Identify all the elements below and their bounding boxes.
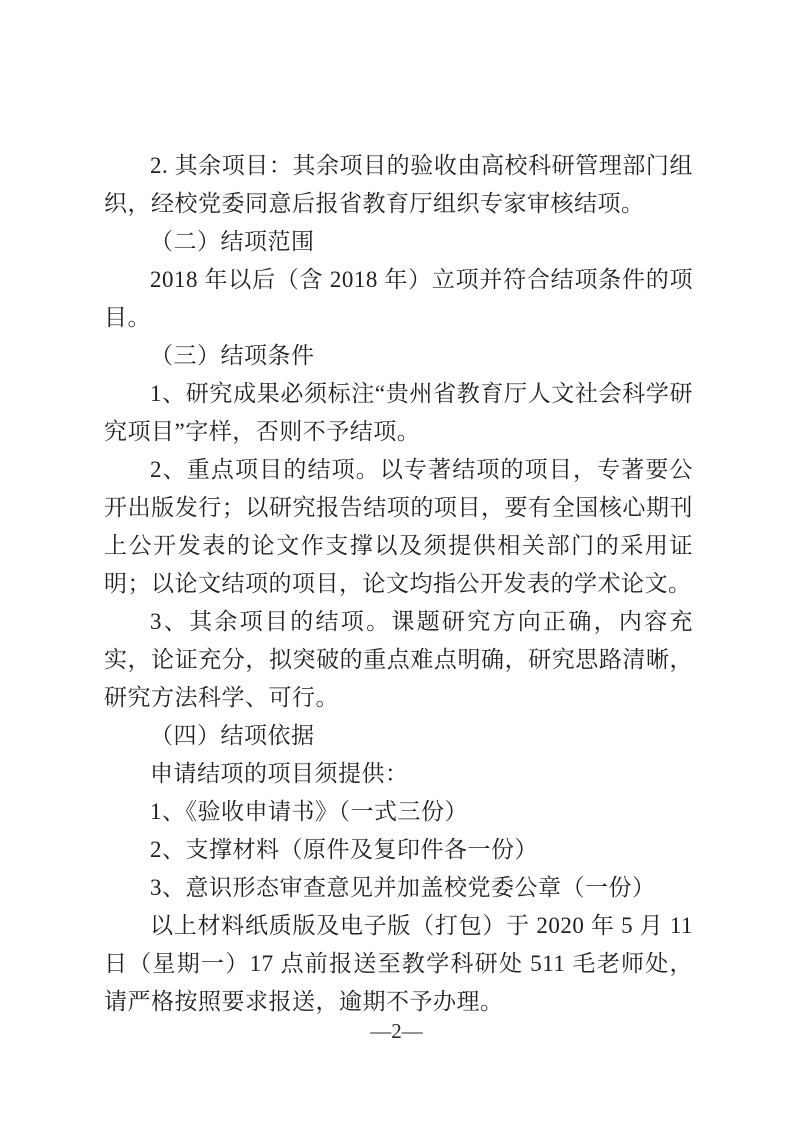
heading-section-2-scope: （二）结项范围 bbox=[150, 229, 315, 254]
heading-section-4-basis: （四）结项依据 bbox=[150, 723, 315, 748]
paragraph-scope-detail: 2018 年以后（含 2018 年）立项并符合结项条件的项目。 bbox=[104, 267, 693, 330]
list-item-ideology-review: 3、意识形态审查意见并加盖校党委公章（一份） bbox=[150, 875, 656, 900]
paragraph-condition-3-other-projects: 3、其余项目的结项。课题研究方向正确，内容充实，论证充分，拟突破的重点难点明确，研究思路清晰，研究方法科学、可行。 bbox=[104, 609, 693, 710]
paragraph-required-materials-intro: 申请结项的项目须提供： bbox=[150, 761, 409, 786]
heading-section-3-conditions: （三）结项条件 bbox=[150, 343, 315, 368]
paragraph-other-projects-acceptance: 2. 其余项目：其余项目的验收由高校科研管理部门组织，经校党委同意后报省教育厅组织专家审核结项。 bbox=[104, 153, 693, 216]
page-number: —2— bbox=[370, 1019, 423, 1043]
list-item-acceptance-application: 1、《验收申请书》（一式三份） bbox=[150, 799, 468, 824]
paragraph-submission-deadline: 以上材料纸质版及电子版（打包）于 2020 年 5 月 11 日（星期一）17 点前报送至教学科研处 511 毛老师处，请严格按照要求报送，逾期不予办理。 bbox=[104, 913, 693, 1014]
document-body bbox=[104, 147, 693, 1021]
paragraph-condition-2-key-projects: 2、重点项目的结项。以专著结项的项目，专著要公开出版发行；以研究报告结项的项目，要有全国核心期刊上公开发表的论文作支撑以及须提供相关部门的采用证明；以论文结项的项目，论文均指公开发表的学术论文。 bbox=[104, 457, 693, 596]
list-item-supporting-materials: 2、支撑材料（原件及复印件各一份） bbox=[150, 837, 538, 862]
paragraph-condition-1-attribution: 1、研究成果必须标注“贵州省教育厅人文社会科学研究项目”字样，否则不予结项。 bbox=[104, 381, 693, 444]
